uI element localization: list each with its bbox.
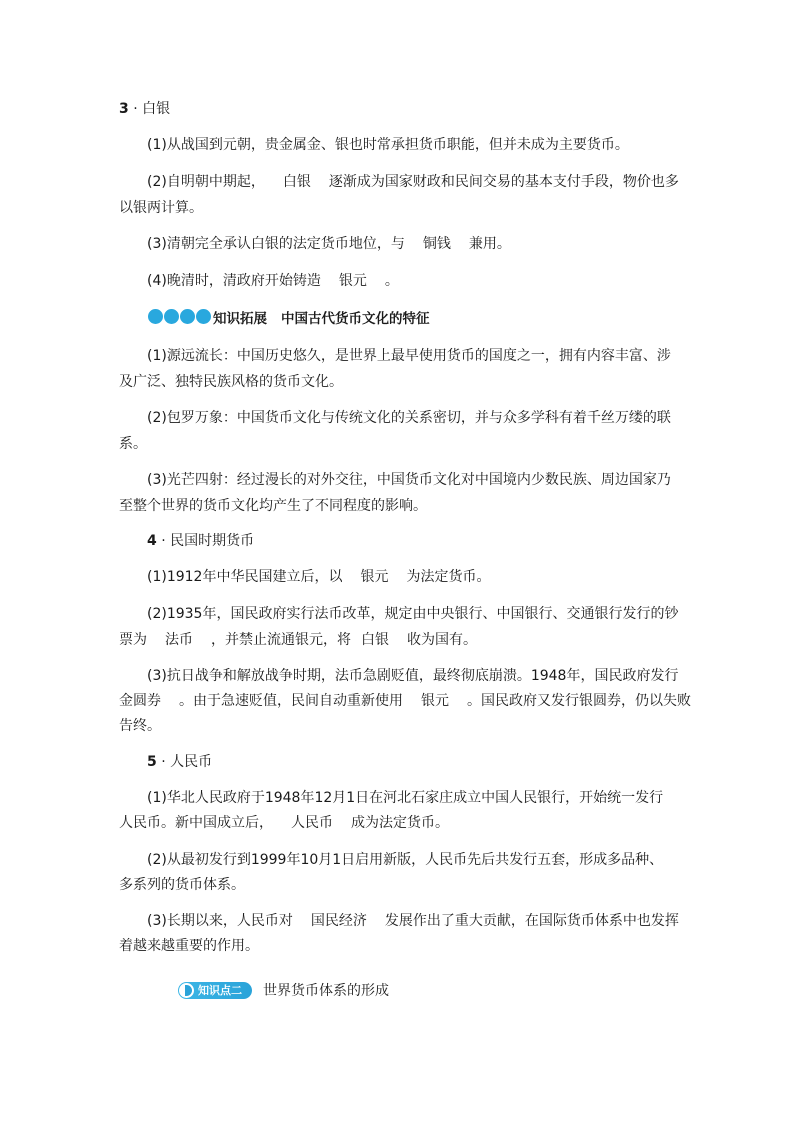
section-separator: · — [161, 533, 166, 549]
answer-keyword: 法币 — [165, 632, 193, 648]
paragraph: (2)包罗万象：中国货币文化与传统文化的关系密切，并与众多学科有着千丝万缕的联 — [147, 410, 671, 426]
text: 逐渐成为国家财政和民间交易的基本支付手段，物价也多 — [328, 174, 679, 190]
paragraph — [147, 234, 707, 254]
text: ，并禁止流通银元，将 — [211, 632, 351, 648]
paragraph-continuation — [119, 630, 679, 650]
text: 。由于急速贬值，民间自动重新使用 — [179, 693, 403, 709]
text: 兼用。 — [468, 236, 511, 252]
text: 票为 — [119, 632, 147, 648]
knowledge-point-title: 世界货币体系的形成 — [263, 983, 389, 999]
paragraph: (2)从最初发行到1999年10月1日启用新版，人民币先后共发行五套，形成多品种、 — [147, 852, 664, 868]
section-3-heading — [119, 99, 679, 119]
paragraph: (3)抗日战争和解放战争时期，法币急剧贬值，最终彻底崩溃。1948年，国民政府发行 — [147, 668, 679, 684]
section-number: 4 — [147, 533, 157, 549]
answer-keyword: 人民币 — [291, 815, 333, 831]
paragraph-continuation: 多系列的货币体系。 — [119, 877, 245, 893]
answer-keyword: 银元 — [421, 693, 449, 709]
extension-title: 中国古代货币文化的特征 — [281, 311, 430, 327]
text: 人民币。新中国成立后， — [119, 815, 273, 831]
text: 发展作出了重大贡献，在国际货币体系中也发挥 — [384, 913, 679, 929]
paragraph-continuation: 至整个世界的货币文化均产生了不同程度的影响。 — [119, 498, 427, 514]
answer-keyword: 银元 — [338, 273, 367, 289]
paragraph: (1)华北人民政府于1948年12月1日在河北石家庄成立中国人民银行，开始统一发行 — [147, 790, 664, 806]
paragraph — [147, 271, 707, 291]
text: 。国民政府又发行银圆券，仍以失败 — [467, 693, 691, 709]
text: (3)长期以来，人民币对 — [147, 913, 293, 929]
badge-circle-icon — [179, 983, 194, 998]
section-5-heading — [147, 752, 707, 772]
section-separator: · — [161, 754, 166, 770]
paragraph-continuation: 着越来越重要的作用。 — [119, 938, 259, 954]
answer-keyword: 银元 — [360, 569, 389, 585]
knowledge-point-badge — [178, 982, 252, 999]
paragraph: (3)光芒四射：经过漫长的对外交往，中国货币文化对中国境内少数民族、周边国家乃 — [147, 472, 671, 488]
extension-heading — [213, 309, 430, 329]
extension-dots-icon — [148, 306, 212, 326]
paragraph — [147, 911, 707, 931]
paragraph-continuation: 以银两计算。 — [119, 200, 203, 216]
paragraph-continuation — [119, 691, 691, 711]
paragraph: (2)1935年，国民政府实行法币改革，规定由中央银行、中国银行、交通银行发行的钞 — [147, 606, 679, 622]
paragraph: (1)源远流长：中国历史悠久，是世界上最早使用货币的国度之一，拥有内容丰富、涉 — [147, 348, 671, 364]
text: (4)晚清时，清政府开始铸造 — [147, 273, 321, 289]
answer-keyword: 铜钱 — [422, 236, 451, 252]
answer-keyword: 白银 — [282, 174, 311, 190]
text: (1)1912年中华民国建立后，以 — [147, 569, 343, 585]
section-number: 3 — [119, 101, 129, 117]
paragraph — [147, 567, 707, 587]
section-title: 人民币 — [170, 754, 213, 770]
text: (3)清朝完全承认白银的法定货币地位，与 — [147, 236, 405, 252]
text: 收为国有。 — [407, 632, 477, 648]
extension-label: 知识拓展 — [213, 311, 267, 327]
section-separator: · — [133, 101, 138, 117]
badge-label: 知识点二 — [198, 984, 242, 997]
text: 成为法定货币。 — [351, 815, 449, 831]
text: 。 — [384, 273, 399, 289]
paragraph-continuation — [119, 813, 679, 833]
section-title: 民国时期货币 — [170, 533, 255, 549]
answer-keyword: 国民经济 — [310, 913, 367, 929]
text: (2)自明朝中期起， — [147, 174, 265, 190]
section-4-heading — [147, 531, 707, 551]
section-title: 白银 — [142, 101, 171, 117]
paragraph — [147, 172, 707, 192]
text: 为法定货币。 — [406, 569, 491, 585]
paragraph-continuation: 系。 — [119, 436, 147, 452]
paragraph: (1)从战国到元朝，贵金属金、银也时常承担货币职能，但并未成为主要货币。 — [147, 137, 629, 153]
paragraph-continuation: 及广泛、独特民族风格的货币文化。 — [119, 374, 343, 390]
paragraph-continuation: 告终。 — [119, 718, 161, 734]
answer-keyword: 金圆券 — [119, 693, 161, 709]
section-number: 5 — [147, 754, 157, 770]
answer-keyword: 白银 — [361, 632, 389, 648]
